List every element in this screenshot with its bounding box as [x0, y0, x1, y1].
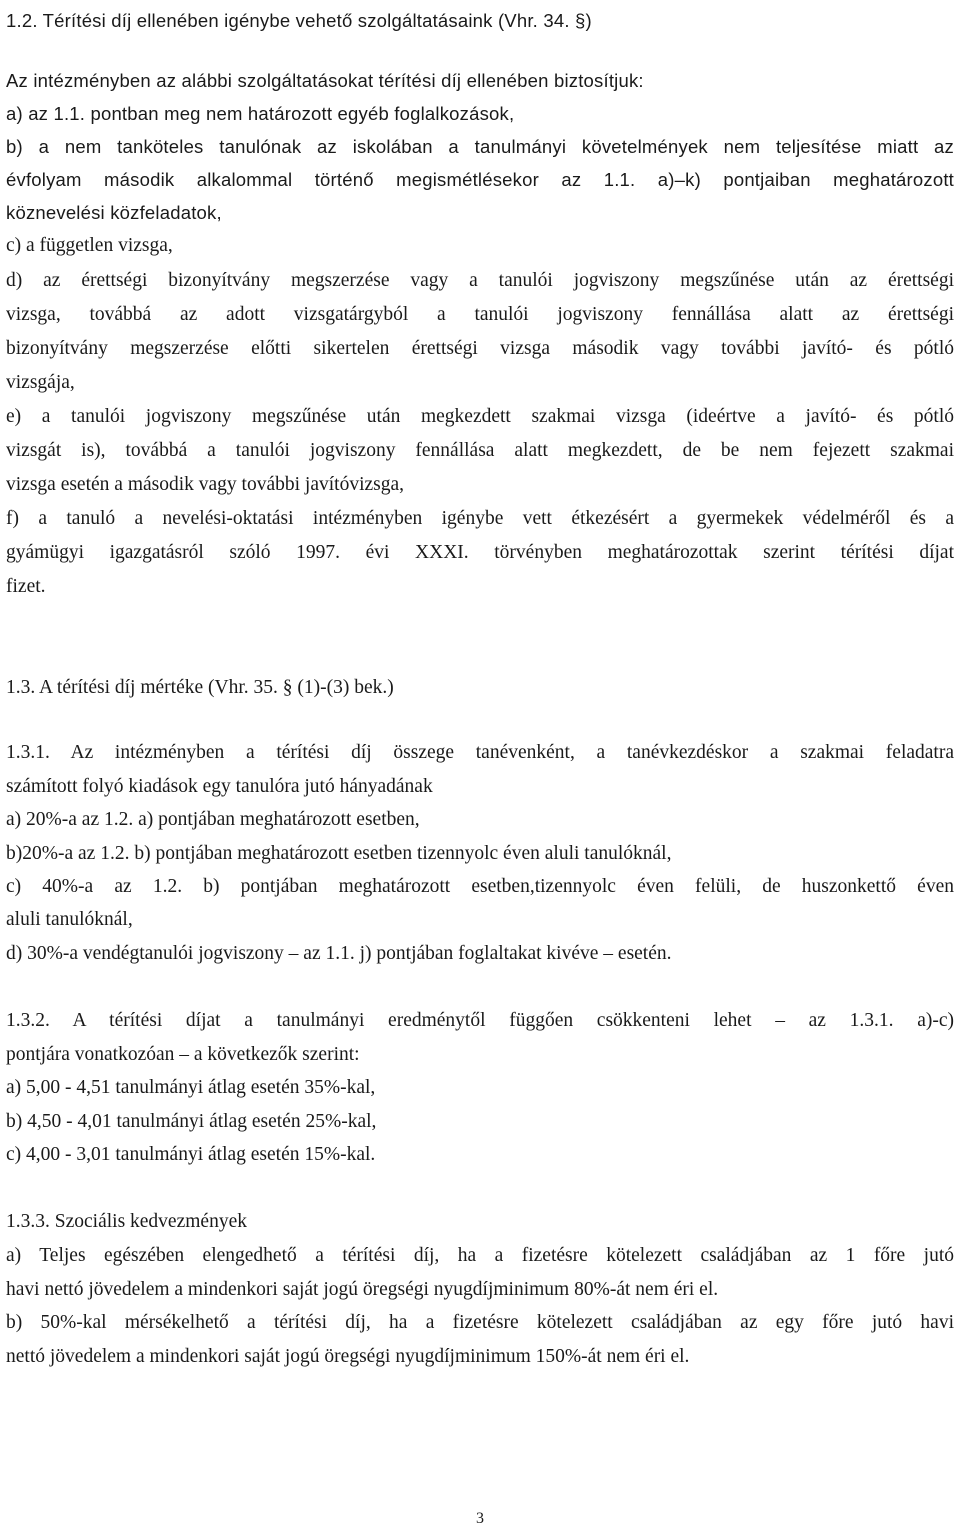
text-line: havi nettó jövedelem a mindenkori saját jogú öregségi nyugdíjminimum 80%-át nem éri el. [6, 1279, 719, 1300]
text-line: a) 20%-a az 1.2. a) pontjában meghatározott esetben, [6, 809, 420, 830]
text-line: a) Teljes egészében elengedhető a térítési díj, ha a fizetésre kötelezett családjában az 1 főre jutó [6, 1245, 954, 1266]
text-line: b) a nem tanköteles tanulónak az iskolában a tanulmányi követelmények nem teljesítése miatt az [6, 136, 954, 157]
text-line: d) 30%-a vendégtanulói jogviszony – az 1.1. j) pontjában foglaltakat kivéve – esetén. [6, 943, 672, 964]
text-line: a) 5,00 - 4,51 tanulmányi átlag esetén 35%-kal, [6, 1077, 376, 1098]
text-line: b) 4,50 - 4,01 tanulmányi átlag esetén 25%-kal, [6, 1111, 377, 1132]
page-number: 3 [476, 1510, 484, 1527]
text-line: c) 40%-a az 1.2. b) pontjában meghatározott esetben,tizennyolc éven felüli, de huszonkettő éven [6, 876, 954, 897]
text-line: nettó jövedelem a mindenkori saját jogú öregségi nyugdíjminimum 150%-át nem éri el. [6, 1346, 690, 1367]
text-line: gyámügyi igazgatásról szóló 1997. évi XXXI. törvényben meghatározottak szerint térítési díjat [6, 542, 954, 563]
text-line: f) a tanuló a nevelési-oktatási intézményben igénybe vett étkezésért a gyermekek védelméről és a [6, 508, 954, 529]
text-line: vizsga, továbbá az adott vizsgatárgyból a tanulói jogviszony fennállása alatt az érettségi [6, 304, 954, 325]
text-line: b) 50%-kal mérsékelhető a térítési díj, ha a fizetésre kötelezett családjában az egy főre jutó havi [6, 1312, 954, 1333]
text-line: köznevelési közfeladatok, [6, 202, 222, 223]
text-line: 1.3.1. Az intézményben a térítési díj összege tanévenként, a tanévkezdéskor a szakmai feladatra [6, 742, 954, 763]
text-line: fizet. [6, 576, 46, 597]
text-line: c) 4,00 - 3,01 tanulmányi átlag esetén 15%-kal. [6, 1144, 376, 1165]
text-line: e) a tanulói jogviszony megszűnése után megkezdett szakmai vizsga (ideértve a javító- és pótló [6, 406, 954, 427]
text-line: d) az érettségi bizonyítvány megszerzése vagy a tanulói jogviszony megszűnése után az érettségi [6, 270, 954, 291]
text-line: pontjára vonatkozóan – a következők szerint: [6, 1044, 360, 1065]
heading-1-3: 1.3. A térítési díj mértéke (Vhr. 35. § (1)-(3) bek.) [6, 677, 394, 698]
text-line: vizsga esetén a második vagy további javítóvizsga, [6, 474, 405, 495]
text-line: a) az 1.1. pontban meg nem határozott egyéb foglalkozások, [6, 103, 515, 124]
heading-1-3-3: 1.3.3. Szociális kedvezmények [6, 1211, 247, 1232]
text-line: aluli tanulóknál, [6, 909, 133, 930]
text-line: vizsgát is), továbbá a tanulói jogviszony fennállása alatt megkezdett, de be nem fejezett szakmai [6, 440, 954, 461]
heading-1-2: 1.2. Térítési díj ellenében igénybe vehető szolgáltatásaink (Vhr. 34. §) [6, 10, 592, 31]
text-line: évfolyam második alkalommal történő megismétlésekor az 1.1. a)–k) pontjaiban meghatározott [6, 169, 954, 190]
text-line: Az intézményben az alábbi szolgáltatásokat térítési díj ellenében biztosítjuk: [6, 70, 644, 91]
text-line: számított folyó kiadások egy tanulóra jutó hányadának [6, 776, 433, 797]
text-line: bizonyítvány megszerzése előtti sikertelen érettségi vizsga második vagy további javító- és pótló [6, 338, 954, 359]
text-line: 1.3.2. A térítési díjat a tanulmányi eredménytől függően csökkenteni lehet – az 1.3.1. a)-c) [6, 1010, 954, 1031]
text-line: c) a független vizsga, [6, 235, 173, 256]
text-line: vizsgája, [6, 372, 75, 393]
text-line: b)20%-a az 1.2. b) pontjában meghatározott esetben tizennyolc éven aluli tanulóknál, [6, 843, 672, 864]
